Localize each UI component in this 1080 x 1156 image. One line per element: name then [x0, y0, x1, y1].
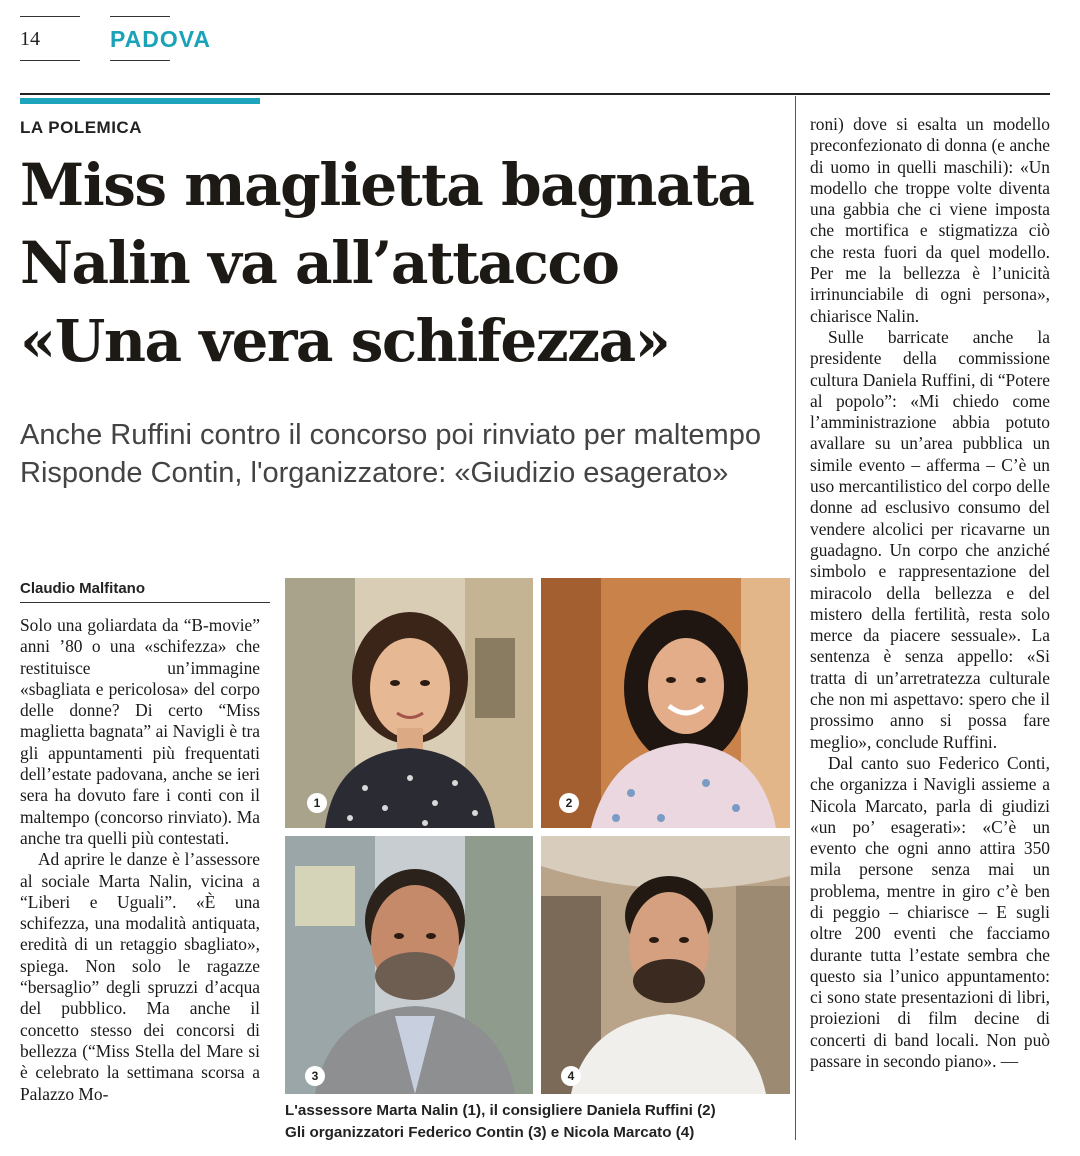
photo-number-badge: 2	[559, 793, 579, 813]
photo-marta-nalin	[285, 578, 533, 828]
header-rule-top-section	[110, 16, 170, 17]
paragraph: Dal canto suo Federico Conti, che organizza i Navigli assieme a Nicola Marcato, parla di giudizi «un po’ esagerati»: «C’è un evento che ogni anno attira 350 mila persone senza mai un problema, mentre in giro c’è ben di peggio – chiarisce – E sugli oltre 200 eventi che facciamo durante tutta l’estate sembra che questo sia l’unico appuntamento: ci sono state presentazioni di libri, proiezioni di film decine di concerti di band locali. Non può passare in secondo piano». —	[810, 752, 1050, 1072]
headline-line-1: Miss maglietta bagnata	[20, 151, 754, 219]
subheadline	[20, 416, 800, 492]
header-rule-top-left	[20, 16, 80, 17]
body-column-3	[810, 114, 1050, 1072]
headline-line-2: Nalin va all’attacco	[20, 229, 619, 297]
caption-line-2: Gli organizzatori Federico Contin (3) e Nicola Marcato (4)	[285, 1124, 695, 1141]
paragraph: Sulle barricate anche la presidente della commissione cultura Daniela Ruffini, di “Potere al popolo”: «Mi chiedo come l’amministrazione abbia potuto avallare su un’area pubblica un simile evento – afferma – C’è un uso mercantilistico del corpo delle donne ad esclusivo consumo del vendere alcolici per ricavarne un guadagno. Un corpo che anziché simbolo e rappresentazione del miracolo della bellezza e del mistero della fertilità, resta solo merce da piacere sessuale». La sentenza è senza appello: «Si tratta di un’arretratezza culturale che non mi aspettavo: spero che il prossimo anno si possa fare meglio», conclude Ruffini.	[810, 326, 1050, 752]
photo-federico-contin	[285, 836, 533, 1094]
headline	[20, 146, 800, 380]
kicker: LA POLEMICA	[20, 118, 142, 137]
photo-number-badge: 4	[561, 1066, 581, 1086]
section-name: PADOVA	[110, 26, 211, 52]
byline: Claudio Malfitano	[20, 580, 145, 597]
photo-daniela-ruffini	[541, 578, 790, 828]
photo-number-badge: 3	[305, 1066, 325, 1086]
portrait-image	[285, 578, 533, 828]
subhead-line-2: Risponde Contin, l'organizzatore: «Giudizio esagerato»	[20, 457, 729, 489]
photo-caption	[285, 1100, 790, 1144]
paragraph: Ad aprire le danze è l’assessore al sociale Marta Nalin, vicina a “Liberi e Uguali”. «È una schifezza, una modalità antiquata, eredità di un retaggio sbagliato», spiega. Non solo le ragazze “bersaglio” degli spruzzi d’acqua del pubblico. Ma anche il concetto stesso dei concorsi di bellezza (“Miss Stella del Mare si è celebrato la settimana scorsa a Palazzo Mo-	[20, 849, 260, 1104]
portrait-image	[541, 836, 790, 1094]
header-rule-bottom-left	[20, 60, 80, 61]
photo-number-badge: 1	[307, 793, 327, 813]
header-rule-bottom-section	[110, 60, 170, 61]
paragraph: roni) dove si esalta un modello preconfezionato di donna (e anche di uomo in quelli maschili): «Un modello che troppe volte diventa una gabbia che ci viene imposta che mortifica e stigmatizza ciò che resta fuori da quel modello. Per me la bellezza è l’unicità irrinunciabile di ogni persona», chiarisce Nalin.	[810, 114, 1050, 326]
body-column-1	[20, 615, 260, 1105]
portrait-image	[541, 578, 790, 828]
headline-line-3: «Una vera schifezza»	[20, 307, 670, 375]
paragraph: Solo una goliardata da “B-movie” anni ’80 o una «schifezza» che restituisce un’immagine «sbagliata e pericolosa» del corpo delle donne? Di certo “Miss maglietta bagnata” ai Navigli è tra gli appuntamenti più frequentati dell’estate padovana, anche se ieri sera ha dovuto fare i conti con il maltempo (concorso rinviato). Ma anche tra quelli più contestati.	[20, 615, 260, 848]
page-number: 14	[20, 28, 40, 50]
caption-line-1: L'assessore Marta Nalin (1), il consigliere Daniela Ruffini (2)	[285, 1102, 716, 1119]
byline-rule	[20, 602, 270, 603]
column-separator	[795, 96, 796, 1140]
article-top-rule	[20, 93, 1050, 95]
accent-bar	[20, 98, 260, 104]
photo-nicola-marcato	[541, 836, 790, 1094]
portrait-image	[285, 836, 533, 1094]
subhead-line-1: Anche Ruffini contro il concorso poi rinviato per maltempo	[20, 419, 761, 451]
